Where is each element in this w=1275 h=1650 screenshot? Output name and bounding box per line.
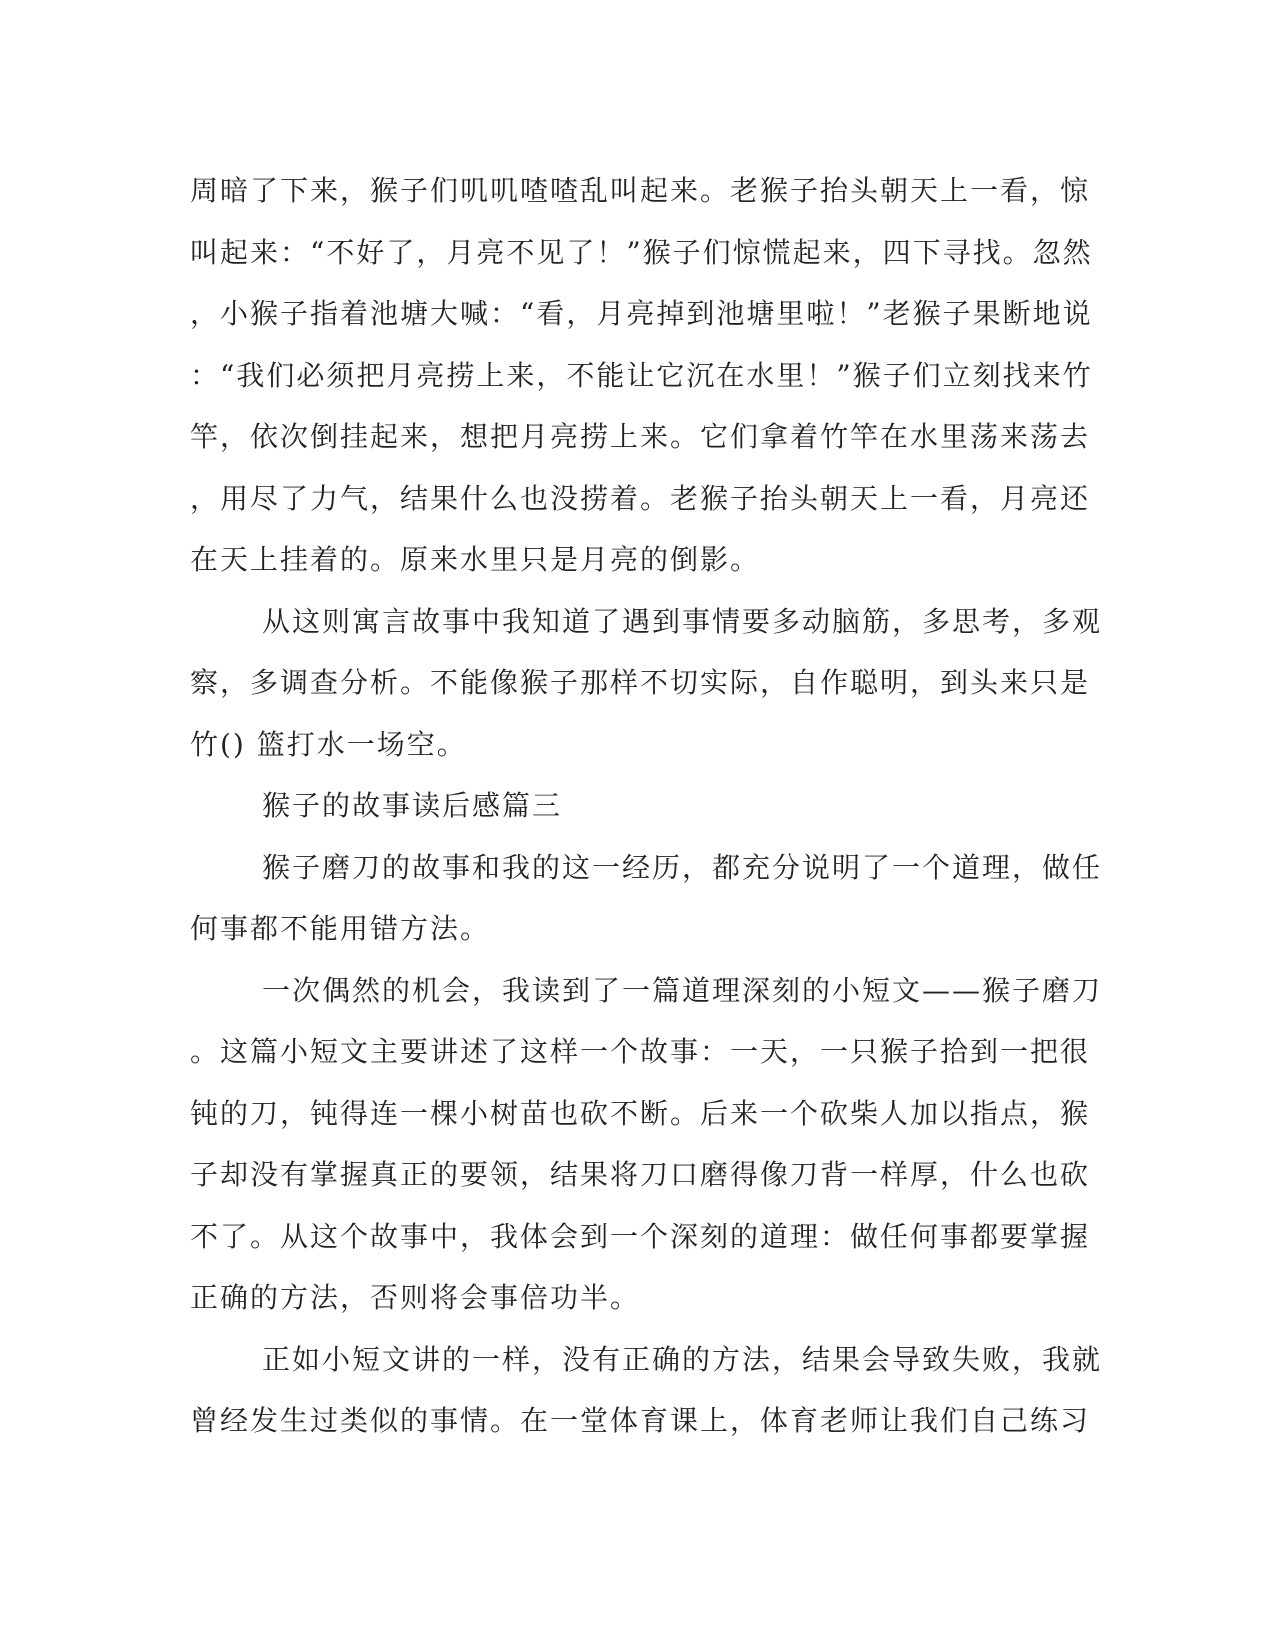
text-line: 曾经发生过类似的事情。在一堂体育课上，体育老师让我们自己练习 <box>190 1404 1091 1437</box>
paragraph-start-line: 猴子磨刀的故事和我的这一经历，都充分说明了一个道理，做任 <box>262 850 1103 884</box>
text-line: ，用尽了力气，结果什么也没捞着。老猴子抬头朝天上一看，月亮还 <box>190 481 1091 515</box>
paragraph-start-line: 正如小短文讲的一样，没有正确的方法，结果会导致失败，我就 <box>262 1342 1103 1376</box>
text-line: 竿，依次倒挂起来，想把月亮捞上来。它们拿着竹竿在水里荡来荡去 <box>190 420 1091 453</box>
text-line: 。这篇小短文主要讲述了这样一个故事：一天，一只猴子拾到一把很 <box>190 1035 1091 1068</box>
text-line: ，小猴子指着池塘大喊：“看，月亮掉到池塘里啦！”老猴子果断地说 <box>190 297 1093 330</box>
text-line: 何事都不能用错方法。 <box>190 912 491 945</box>
body-text <box>190 160 1103 1452</box>
text-line: 钝的刀，钝得连一棵小树苗也砍不断。后来一个砍柴人加以指点，猴 <box>190 1096 1091 1130</box>
text-line: 竹() 篮打水一场空。 <box>190 727 467 761</box>
text-line: 叫起来：“不好了，月亮不见了！”猴子们惊慌起来，四下寻找。忽然 <box>190 235 1093 269</box>
paragraph-start-line: 从这则寓言故事中我知道了遇到事情要多动脑筋，多思考，多观 <box>262 604 1103 638</box>
text-line: 子却没有掌握真正的要领，结果将刀口磨得像刀背一样厚，什么也砍 <box>190 1158 1091 1191</box>
text-line: 周暗了下来，猴子们叽叽喳喳乱叫起来。老猴子抬头朝天上一看，惊 <box>190 174 1091 207</box>
paragraph-start-line: 一次偶然的机会，我读到了一篇道理深刻的小短文——猴子磨刀 <box>262 973 1103 1007</box>
text-line: 察，多调查分析。不能像猴子那样不切实际，自作聪明，到头来只是 <box>190 666 1091 699</box>
text-line: 正确的方法，否则将会事倍功半。 <box>190 1281 641 1314</box>
text-line: 在天上挂着的。原来水里只是月亮的倒影。 <box>190 543 761 576</box>
text-line: 不了。从这个故事中，我体会到一个深刻的道理：做任何事都要掌握 <box>190 1219 1091 1253</box>
text-line: ：“我们必须把月亮捞上来，不能让它沉在水里！”猴子们立刻找来竹 <box>190 358 1093 392</box>
section-heading: 猴子的故事读后感篇三 <box>262 789 563 822</box>
